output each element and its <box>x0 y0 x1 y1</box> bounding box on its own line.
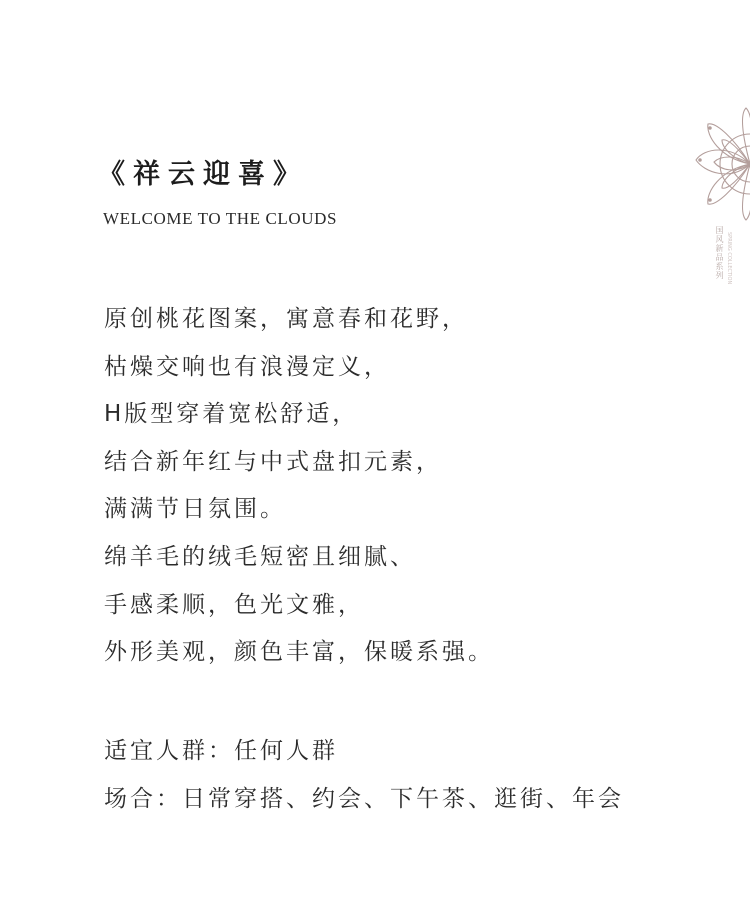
side-collection-sublabel: SPRING COLLECTION <box>726 232 732 285</box>
info-block <box>104 731 624 826</box>
side-collection-label: 国风新品系列 <box>715 226 724 280</box>
occasions-text: 场合：日常穿搭、约会、下午茶、逛街、年会 <box>104 785 624 812</box>
page-title: 《祥云迎喜》 <box>98 159 308 190</box>
description-line: H版型穿着宽松舒适， <box>104 401 359 428</box>
description-line: 绵羊毛的绒毛短密且细腻、 <box>104 543 416 570</box>
description-line: 枯燥交响也有浪漫定义， <box>104 353 390 380</box>
description-line: 手感柔顺，色光文雅， <box>104 591 364 618</box>
description-block <box>104 299 494 680</box>
description-line: 外形美观，颜色丰富，保暖系强。 <box>104 639 494 666</box>
description-line: 结合新年红与中式盘扣元素， <box>104 448 442 475</box>
audience-text: 适宜人群：任何人群 <box>104 738 338 764</box>
page-subtitle: WELCOME TO THE CLOUDS <box>103 209 338 228</box>
description-line: 满满节日氛围。 <box>104 496 286 523</box>
description-line: 原创桃花图案，寓意春和花野， <box>104 306 468 332</box>
lotus-mandala-icon <box>690 104 750 224</box>
